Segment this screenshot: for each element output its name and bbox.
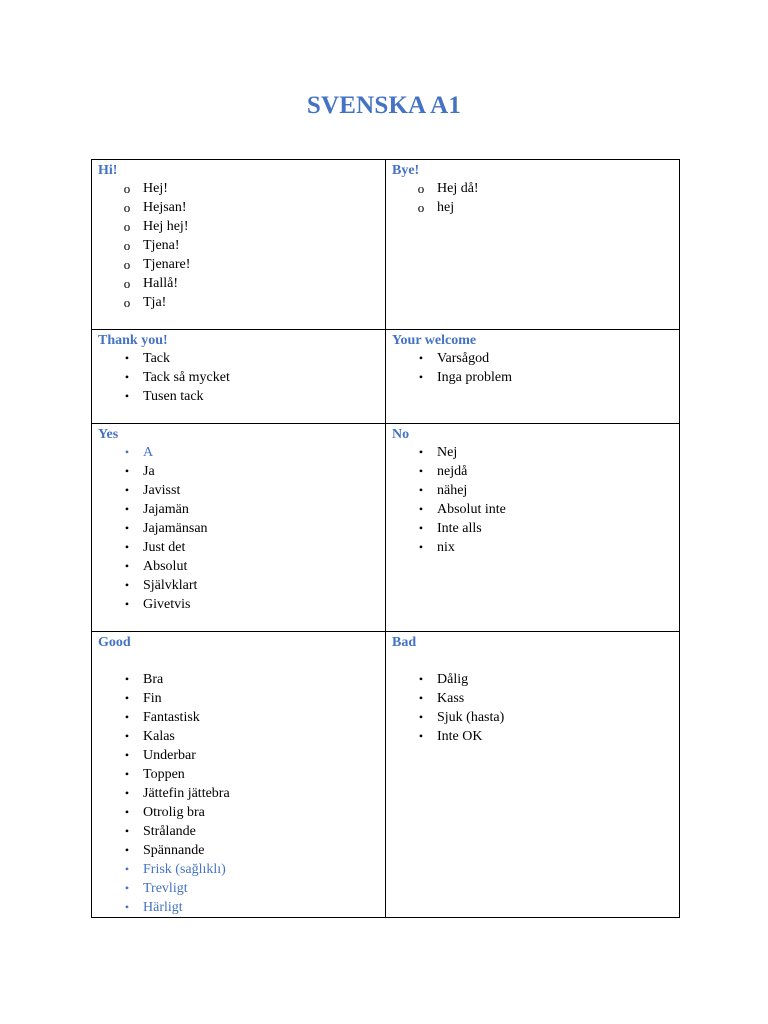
list-item <box>98 898 385 917</box>
blank-line <box>392 651 679 670</box>
phrase-text: Frisk (sağlıklı) <box>143 862 226 877</box>
phrase-text: nejdå <box>437 464 468 479</box>
list-item <box>98 217 385 236</box>
disc-bullet-icon: • <box>418 445 424 459</box>
phrase-list <box>98 349 385 406</box>
disc-bullet-icon: • <box>124 786 130 800</box>
list-item <box>392 519 679 538</box>
disc-bullet-icon: • <box>418 691 424 705</box>
list-item <box>98 765 385 784</box>
list-item <box>98 576 385 595</box>
disc-bullet-icon: • <box>124 389 130 403</box>
disc-bullet-icon: • <box>124 748 130 762</box>
list-item <box>98 803 385 822</box>
phrase-text: Hej! <box>143 181 168 196</box>
list-item <box>98 538 385 557</box>
cell-heading: Bad <box>392 635 417 650</box>
phrase-text: Härligt <box>143 900 183 915</box>
list-item <box>392 727 679 746</box>
circle-bullet-icon: o <box>123 295 131 310</box>
list-item <box>98 557 385 576</box>
disc-bullet-icon: • <box>124 729 130 743</box>
disc-bullet-icon: • <box>124 597 130 611</box>
phrase-text: hej <box>437 200 455 215</box>
phrase-text: Underbar <box>143 748 196 763</box>
disc-bullet-icon: • <box>124 710 130 724</box>
phrase-text: Kalas <box>143 729 175 744</box>
list-item <box>98 236 385 255</box>
phrase-list <box>392 670 679 746</box>
list-item <box>98 822 385 841</box>
list-item <box>392 538 679 557</box>
list-item <box>392 443 679 462</box>
list-item <box>98 860 385 879</box>
list-item <box>392 481 679 500</box>
phrase-list <box>98 443 385 614</box>
disc-bullet-icon: • <box>124 464 130 478</box>
phrase-list <box>392 349 679 387</box>
disc-bullet-icon: • <box>124 767 130 781</box>
phrase-list <box>392 179 679 217</box>
list-item <box>392 670 679 689</box>
blank-line <box>98 651 385 670</box>
phrase-text: Tack <box>143 351 171 366</box>
disc-bullet-icon: • <box>418 464 424 478</box>
phrase-text: Hejsan! <box>143 200 187 215</box>
disc-bullet-icon: • <box>124 502 130 516</box>
circle-bullet-icon: o <box>123 181 131 196</box>
disc-bullet-icon: • <box>418 351 424 365</box>
phrase-text: Dålig <box>437 672 469 687</box>
list-item <box>98 746 385 765</box>
disc-bullet-icon: • <box>418 370 424 384</box>
list-item <box>98 293 385 312</box>
list-item <box>98 784 385 803</box>
list-item <box>98 368 385 387</box>
list-item <box>98 689 385 708</box>
disc-bullet-icon: • <box>418 710 424 724</box>
phrase-list <box>98 179 385 312</box>
phrase-text: Varsågod <box>437 351 490 366</box>
list-item <box>98 387 385 406</box>
table-row <box>92 330 680 424</box>
phrase-text: Otrolig bra <box>143 805 205 820</box>
disc-bullet-icon: • <box>418 483 424 497</box>
phrase-text: Fantastisk <box>143 710 200 725</box>
phrase-list <box>392 443 679 557</box>
phrase-text: Jättefin jättebra <box>143 786 230 801</box>
phrase-table <box>91 159 680 918</box>
cell-heading: Good <box>98 635 131 650</box>
cell-yes <box>92 424 386 632</box>
cell-bye <box>386 160 680 330</box>
list-item <box>98 500 385 519</box>
phrase-text: Javisst <box>143 483 181 498</box>
list-item <box>98 841 385 860</box>
cell-heading: Yes <box>98 427 119 442</box>
phrase-text: Tjenare! <box>143 257 191 272</box>
circle-bullet-icon: o <box>123 200 131 215</box>
phrase-text: Tjena! <box>143 238 180 253</box>
phrase-text: Hej hej! <box>143 219 189 234</box>
disc-bullet-icon: • <box>124 559 130 573</box>
cell-your-welcome <box>386 330 680 424</box>
phrase-text: Hej då! <box>437 181 479 196</box>
phrase-text: nähej <box>437 483 468 498</box>
phrase-text: Inga problem <box>437 370 513 385</box>
disc-bullet-icon: • <box>418 729 424 743</box>
list-item <box>98 255 385 274</box>
disc-bullet-icon: • <box>124 805 130 819</box>
disc-bullet-icon: • <box>124 483 130 497</box>
disc-bullet-icon: • <box>124 843 130 857</box>
disc-bullet-icon: • <box>124 370 130 384</box>
disc-bullet-icon: • <box>124 540 130 554</box>
list-item <box>98 481 385 500</box>
phrase-text: Givetvis <box>143 597 191 612</box>
phrase-text: Spännande <box>143 843 205 858</box>
table-row <box>92 632 680 918</box>
disc-bullet-icon: • <box>124 445 130 459</box>
list-item <box>392 708 679 727</box>
cell-heading: Your welcome <box>392 333 477 348</box>
phrase-text: Absolut inte <box>437 502 506 517</box>
phrase-text: A <box>143 445 154 460</box>
cell-good <box>92 632 386 918</box>
circle-bullet-icon: o <box>123 257 131 272</box>
disc-bullet-icon: • <box>124 351 130 365</box>
list-item <box>392 689 679 708</box>
cell-heading: No <box>392 427 410 442</box>
list-item <box>98 349 385 368</box>
phrase-text: Hallå! <box>143 276 178 291</box>
cell-heading: Thank you! <box>98 333 168 348</box>
list-item <box>392 462 679 481</box>
list-item <box>98 462 385 481</box>
cell-heading: Bye! <box>392 163 420 178</box>
list-item <box>98 274 385 293</box>
cell-hi <box>92 160 386 330</box>
disc-bullet-icon: • <box>124 900 130 914</box>
phrase-text: Ja <box>143 464 155 479</box>
list-item <box>392 500 679 519</box>
circle-bullet-icon: o <box>123 219 131 234</box>
circle-bullet-icon: o <box>417 200 425 215</box>
phrase-text: Jajamän <box>143 502 189 517</box>
phrase-text: Nej <box>437 445 458 460</box>
cell-no <box>386 424 680 632</box>
disc-bullet-icon: • <box>124 862 130 876</box>
list-item <box>98 198 385 217</box>
phrase-text: Just det <box>143 540 186 555</box>
phrase-text: Tja! <box>143 295 167 310</box>
list-item <box>392 349 679 368</box>
phrase-text: Kass <box>437 691 465 706</box>
phrase-text: Inte OK <box>437 729 483 744</box>
phrase-text: Jajamänsan <box>143 521 208 536</box>
disc-bullet-icon: • <box>124 672 130 686</box>
list-item <box>392 368 679 387</box>
cell-bad <box>386 632 680 918</box>
cell-heading: Hi! <box>98 163 118 178</box>
disc-bullet-icon: • <box>124 824 130 838</box>
list-item <box>392 198 679 217</box>
circle-bullet-icon: o <box>123 238 131 253</box>
disc-bullet-icon: • <box>124 691 130 705</box>
phrase-text: Strålande <box>143 824 196 839</box>
phrase-text: Bra <box>143 672 164 687</box>
disc-bullet-icon: • <box>418 672 424 686</box>
list-item <box>98 670 385 689</box>
phrase-text: nix <box>437 540 455 555</box>
phrase-text: Trevligt <box>143 881 188 896</box>
disc-bullet-icon: • <box>124 521 130 535</box>
list-item <box>98 595 385 614</box>
phrase-text: Tusen tack <box>143 389 204 404</box>
list-item <box>392 179 679 198</box>
list-item <box>98 179 385 198</box>
list-item <box>98 727 385 746</box>
phrase-list <box>98 670 385 917</box>
list-item <box>98 519 385 538</box>
phrase-text: Inte alls <box>437 521 482 536</box>
cell-thank-you <box>92 330 386 424</box>
phrase-text: Tack så mycket <box>143 370 230 385</box>
phrase-text: Sjuk (hasta) <box>437 710 505 725</box>
phrase-text: Självklart <box>143 578 198 593</box>
table-row <box>92 160 680 330</box>
disc-bullet-icon: • <box>418 540 424 554</box>
phrase-text: Toppen <box>143 767 185 782</box>
disc-bullet-icon: • <box>418 502 424 516</box>
phrase-text: Fin <box>143 691 162 706</box>
disc-bullet-icon: • <box>124 578 130 592</box>
page-title: SVENSKA A1 <box>306 92 462 119</box>
table-row <box>92 424 680 632</box>
list-item <box>98 443 385 462</box>
list-item <box>98 879 385 898</box>
phrase-text: Absolut <box>143 559 188 574</box>
circle-bullet-icon: o <box>123 276 131 291</box>
disc-bullet-icon: • <box>418 521 424 535</box>
list-item <box>98 708 385 727</box>
circle-bullet-icon: o <box>417 181 425 196</box>
disc-bullet-icon: • <box>124 881 130 895</box>
